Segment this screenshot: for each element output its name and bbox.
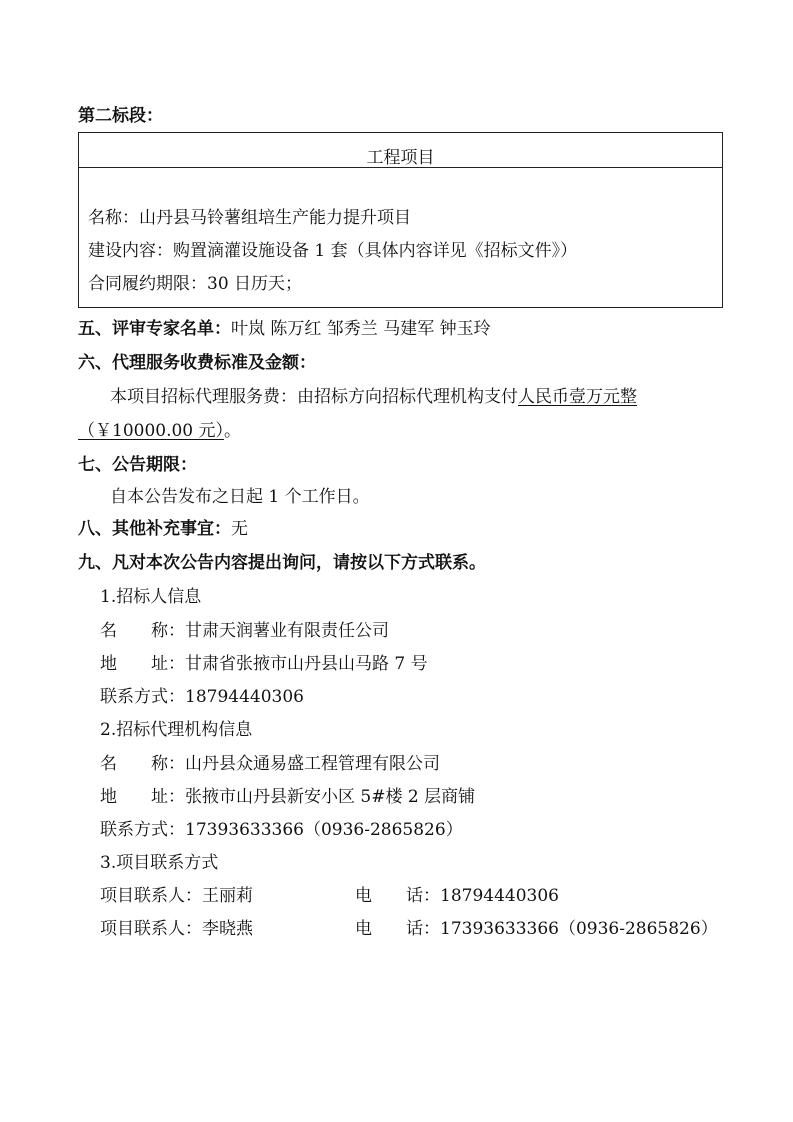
section8-label: 八、其他补充事宜：	[78, 519, 231, 539]
contact2-phone-value: 17393633366（0936-2865826）	[185, 820, 463, 840]
contact1-name-value: 甘肃天润薯业有限责任公司	[185, 621, 389, 641]
contact2-phone	[100, 822, 463, 839]
project-contact-1-phone-value: 18794440306	[440, 886, 559, 906]
contact1-phone-label: 联系方式：	[100, 687, 185, 707]
section6-text	[110, 389, 637, 406]
contact2-name	[100, 756, 440, 773]
contact2-address-value: 张掖市山丹县新安小区 5#楼 2 层商铺	[185, 787, 476, 807]
project-contact-1-phone	[355, 888, 559, 905]
project-contact-1: 项目联系人：王丽莉	[100, 886, 253, 906]
contact1-title: 1.招标人信息	[100, 587, 202, 607]
project-table-header	[79, 133, 722, 168]
project-table-header-label: 工程项目	[366, 148, 435, 168]
project-contact-2: 项目联系人：李晓燕	[100, 919, 253, 939]
fee-text: 本项目招标代理服务费：由招标方向招标代理机构支付	[110, 387, 518, 407]
contact2-name-value: 山丹县众通易盛工程管理有限公司	[185, 754, 440, 774]
fee-amount-words: 人民币壹万元整	[518, 387, 637, 407]
contact2-address	[100, 789, 475, 806]
project-period: 合同履约期限：30 日历天；	[88, 274, 303, 294]
project-contact-1-phone-label: 电 话：	[355, 886, 440, 906]
contact2-phone-label: 联系方式：	[100, 820, 185, 840]
project-name: 名称：山丹县马铃薯组培生产能力提升项目	[88, 208, 411, 228]
section6-label: 六、代理服务收费标准及金额：	[78, 353, 316, 373]
contact1-name	[100, 623, 389, 640]
contact1-address	[100, 656, 428, 673]
expert-list: 叶岚 陈万红 邹秀兰 马建军 钟玉玲	[231, 319, 491, 339]
fee-amount-number: （￥10000.00 元）	[78, 421, 225, 441]
contact1-phone	[100, 689, 304, 706]
section2-title: 第二标段：	[78, 106, 163, 126]
section5-label: 五、评审专家名单：	[78, 319, 231, 339]
project-contact-2-phone	[355, 921, 718, 938]
section7-text: 自本公告发布之日起 1 个工作日。	[110, 487, 370, 507]
contact2-name-label: 名 称：	[100, 754, 185, 774]
section8	[78, 521, 248, 538]
contact1-name-label: 名 称：	[100, 621, 185, 641]
contact1-address-value: 甘肃省张掖市山丹县山马路 7 号	[185, 654, 428, 674]
contact3-title: 3.项目联系方式	[100, 853, 219, 873]
project-table	[78, 132, 723, 308]
contact2-address-label: 地 址：	[100, 787, 185, 807]
section9-label: 九、凡对本次公告内容提出询问，请按以下方式联系。	[78, 553, 486, 573]
contact1-phone-value: 18794440306	[185, 687, 304, 707]
fee-end: 。	[224, 421, 242, 441]
contact1-address-label: 地 址：	[100, 654, 185, 674]
section5	[78, 321, 491, 338]
project-contact-2-phone-value: 17393633366（0936-2865826）	[440, 919, 718, 939]
section8-value: 无	[231, 519, 248, 539]
project-contact-2-phone-label: 电 话：	[355, 919, 440, 939]
contact2-title: 2.招标代理机构信息	[100, 720, 253, 740]
section6-amount	[78, 423, 241, 440]
project-content: 建设内容：购置滴灌设施设备 1 套（具体内容详见《招标文件》）	[88, 241, 578, 261]
section7-label: 七、公告期限：	[78, 455, 197, 475]
